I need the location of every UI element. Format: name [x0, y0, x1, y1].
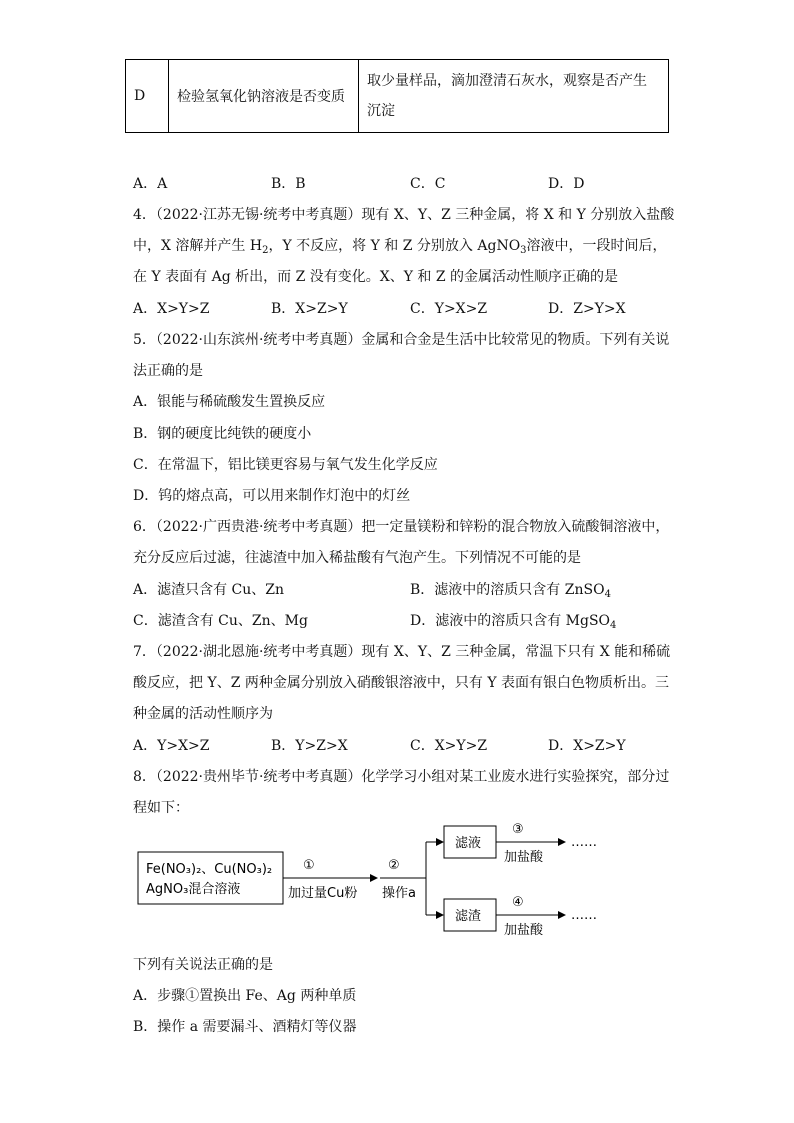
q8-line1: 8．（2022·贵州毕节·统考中考真题）化学学习小组对某工业废水进行实验探究，部分过	[133, 769, 670, 785]
box-text-line1: Fe(NO₃)₂、Cu(NO₃)₂	[146, 862, 273, 877]
q6-line1: 6．（2022·广西贵港·统考中考真题）把一定量镁粉和锌粉的混合物放入硫酸铜溶液中，	[133, 519, 670, 535]
q7-option-d: D．X>Z>Y	[548, 738, 626, 754]
arrowhead-step4	[558, 911, 566, 919]
box-text-line2: AgNO₃混合溶液	[146, 882, 241, 897]
q6-option-b-text: B．滤液中的溶质只含有 ZnSO	[410, 582, 605, 598]
q7-line3: 种金属的活动性顺序为	[133, 706, 273, 722]
q4-line1: 4．（2022·江苏无锡·统考中考真题）现有 X、Y、Z 三种金属，将 X 和 Y 分别放入盐酸	[133, 207, 675, 223]
q5-option-c: C．在常温下，铝比镁更容易与氧气发生化学反应	[133, 457, 438, 473]
q5-line1: 5．（2022·山东滨州·统考中考真题）金属和合金是生活中比较常见的物质。下列有关说	[133, 332, 670, 348]
q7-line2: 酸反应，把 Y、Z 两种金属分别放入硝酸银溶液中，只有 Y 表面有银白色物质析出。三	[133, 675, 670, 691]
q4-option-c: C．Y>X>Z	[410, 301, 488, 317]
q4-line2-sub1: 2	[262, 245, 269, 256]
q6-option-b-sub: 4	[604, 589, 611, 600]
q6-option-d-text: D．滤液中的溶质只含有 MgSO	[410, 613, 611, 629]
table-cell-method: 取少量样品，滴加澄清石灰水，观察是否产生沉淀	[359, 60, 669, 133]
q8-option-a: A．步骤①置换出 Fe、Ag 两种单质	[133, 988, 357, 1004]
step4-dots: ……	[571, 908, 597, 923]
step4-marker: ④	[512, 895, 524, 910]
q6-line2: 充分反应后过滤，往滤渣中加入稀盐酸有气泡产生。下列情况不可能的是	[133, 550, 581, 566]
q7-option-a: A．Y>X>Z	[133, 738, 210, 754]
q4-line2-part3: 溶液中，一段时间后，	[526, 238, 667, 254]
q8-line2: 程如下：	[133, 800, 189, 816]
step1-marker: ①	[303, 858, 315, 873]
step3-label: 加盐酸	[504, 850, 544, 865]
q6-option-a: A．滤渣只含有 Cu、Zn	[133, 582, 285, 598]
q5-option-a: A．银能与稀硫酸发生置换反应	[133, 394, 326, 410]
step3-marker: ③	[512, 822, 524, 837]
q5-option-d: D．钨的熔点高，可以用来制作灯泡中的灯丝	[133, 488, 411, 504]
step2-label: 操作a	[382, 886, 416, 901]
q6-option-d	[410, 610, 616, 631]
q3-option-c: C．C	[410, 176, 446, 192]
table-cell-purpose: 检验氢氧化钠溶液是否变质	[169, 60, 359, 133]
q3-option-b: B．B	[271, 176, 306, 192]
q8-prompt: 下列有关说法正确的是	[133, 957, 273, 973]
filtrate-label: 滤液	[455, 836, 482, 851]
residue-label: 滤渣	[455, 909, 482, 924]
q3-option-a: A．A	[133, 176, 168, 192]
arrowhead-bottom	[436, 911, 444, 919]
q8-option-b: B．操作 a 需要漏斗、酒精灯等仪器	[133, 1019, 357, 1035]
q4-option-d: D．Z>Y>X	[548, 301, 626, 317]
q4-line3: 在 Y 表面有 Ag 析出，而 Z 没有变化。X、Y 和 Z 的金属活动性顺序正确的是	[133, 269, 619, 285]
q7-option-b: B．Y>Z>X	[271, 738, 348, 754]
q5-line2: 法正确的是	[133, 363, 203, 379]
q6-option-c: C．滤渣含有 Cu、Zn、Mg	[133, 613, 308, 629]
arrowhead-top	[436, 838, 444, 846]
arrowhead-step3	[558, 838, 566, 846]
q6-option-d-sub: 4	[610, 620, 617, 631]
q4-line2	[133, 235, 667, 256]
q4-line2-sub2: 3	[520, 245, 527, 256]
q4-line2-part1: 中，X 溶解并产生 H	[133, 238, 263, 254]
q7-line1: 7．（2022·湖北恩施·统考中考真题）现有 X、Y、Z 三种金属，常温下只有 X 能和稀硫	[133, 644, 671, 660]
step4-label: 加盐酸	[504, 923, 544, 938]
table-cell-letter: D	[126, 60, 169, 133]
step3-dots: ……	[571, 835, 597, 850]
table-row	[126, 60, 669, 133]
flow-diagram	[0, 820, 794, 945]
answer-table	[125, 59, 669, 133]
q4-option-b: B．X>Z>Y	[271, 301, 348, 317]
q4-line2-part2: ，Y 不反应，将 Y 和 Z 分别放入 AgNO	[268, 238, 521, 254]
q6-option-b	[410, 579, 611, 600]
step2-marker: ②	[388, 858, 400, 873]
q3-option-d: D．D	[548, 176, 585, 192]
arrowhead-step1	[370, 874, 378, 882]
step1-label: 加过量Cu粉	[288, 886, 358, 901]
q5-option-b: B．钢的硬度比纯铁的硬度小	[133, 426, 312, 442]
q4-option-a: A．X>Y>Z	[133, 301, 210, 317]
q7-option-c: C．X>Y>Z	[410, 738, 488, 754]
